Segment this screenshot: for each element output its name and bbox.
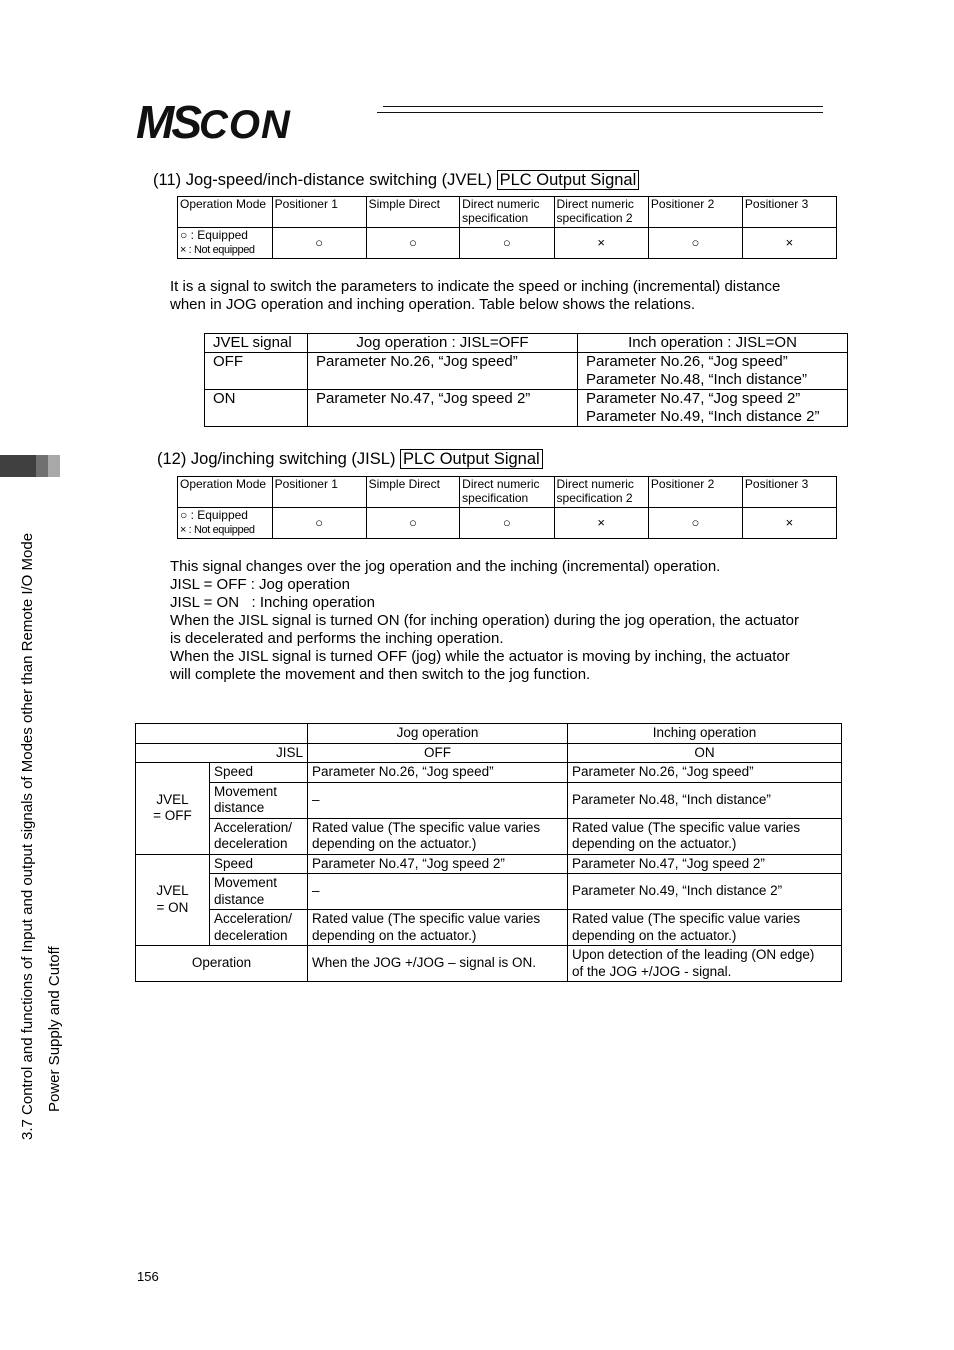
table-header-cell: Direct numeric specification bbox=[460, 197, 554, 228]
cell-line: depending on the actuator.) bbox=[312, 836, 477, 851]
jog-cell: Parameter No.47, “Jog speed 2” bbox=[308, 854, 568, 874]
paragraph-line: When the JISL signal is turned OFF (jog) while the actuator is moving by inching, the actuator bbox=[170, 648, 790, 665]
side-tab-marker-light bbox=[48, 455, 60, 477]
section-11-heading bbox=[153, 171, 639, 190]
inch-cell: Parameter No.49, “Inch distance 2” bbox=[568, 874, 842, 910]
cell-line: Rated value (The specific value varies bbox=[572, 819, 801, 835]
legend-cell bbox=[178, 508, 273, 539]
paragraph-line: will complete the movement and then switch to the jog function. bbox=[170, 666, 591, 683]
table-header-cell: Direct numeric specification bbox=[460, 477, 554, 508]
logo-con: CON bbox=[199, 103, 291, 147]
table-header-cell: Direct numeric specification 2 bbox=[554, 477, 648, 508]
paragraph-line: This signal changes over the jog operation and the inching (incremental) operation. bbox=[170, 558, 721, 575]
legend-cell bbox=[178, 228, 273, 259]
inch-parameters bbox=[578, 390, 848, 427]
item-cell bbox=[210, 910, 308, 946]
table-header-cell: JVEL signal bbox=[205, 334, 308, 353]
table-header-cell: Positioner 1 bbox=[272, 477, 366, 508]
mode-value: ○ bbox=[366, 508, 460, 539]
jog-cell: When the JOG +/JOG – signal is ON. bbox=[308, 946, 568, 982]
page-number: 156 bbox=[137, 1269, 159, 1284]
cell-line: Movement bbox=[214, 783, 278, 799]
mode-value: ○ bbox=[460, 508, 554, 539]
jisl-on: ON bbox=[568, 743, 842, 763]
inch-parameter-line: Parameter No.26, “Jog speed” bbox=[586, 353, 788, 370]
mode-value: ○ bbox=[648, 228, 742, 259]
section-12-title: (12) Jog/inching switching (JISL) bbox=[157, 450, 396, 468]
group-label-line: = OFF bbox=[153, 808, 192, 824]
mode-value: × bbox=[742, 228, 836, 259]
jog-cell bbox=[308, 910, 568, 946]
table-row bbox=[205, 390, 848, 427]
cell-line: deceleration bbox=[214, 836, 288, 851]
legend-not-equipped: × : Not equipped bbox=[180, 244, 255, 256]
section-12-mode-table bbox=[177, 476, 837, 539]
cell-line: Rated value (The specific value varies bbox=[572, 911, 801, 926]
header-rule-top bbox=[383, 106, 823, 107]
item-cell: Speed bbox=[210, 763, 308, 783]
jvel-group-label bbox=[136, 854, 210, 946]
cell-line: distance bbox=[214, 800, 265, 815]
operation-label: Operation bbox=[136, 946, 308, 982]
item-cell bbox=[210, 874, 308, 910]
group-label-line: = ON bbox=[156, 899, 189, 915]
jog-parameter: Parameter No.47, “Jog speed 2” bbox=[308, 390, 578, 427]
jog-cell: – bbox=[308, 782, 568, 818]
side-tab-marker-dark bbox=[0, 455, 36, 477]
table-row bbox=[178, 508, 837, 539]
inch-cell bbox=[568, 910, 842, 946]
inch-cell bbox=[568, 946, 842, 982]
table-header-row bbox=[178, 197, 837, 228]
jvel-signal: OFF bbox=[205, 353, 308, 390]
inch-cell: Parameter No.47, “Jog speed 2” bbox=[568, 854, 842, 874]
jvel-signal: ON bbox=[205, 390, 308, 427]
cell-line: Movement bbox=[214, 875, 278, 890]
table-header-row bbox=[178, 477, 837, 508]
table-header-cell: Operation Mode bbox=[178, 477, 273, 508]
item-cell: Speed bbox=[210, 854, 308, 874]
paragraph-line: When the JISL signal is turned ON (for inching operation) during the jog operation, the actuator bbox=[170, 612, 799, 629]
section-12-description bbox=[170, 558, 799, 684]
section-12-heading bbox=[157, 450, 543, 469]
cell-line: of the JOG +/JOG - signal. bbox=[572, 963, 732, 979]
paragraph-line: JISL = OFF : Jog operation bbox=[170, 576, 350, 593]
jvel-table bbox=[204, 333, 848, 427]
table-header-row bbox=[136, 724, 842, 744]
mode-value: ○ bbox=[460, 228, 554, 259]
item-cell bbox=[210, 818, 308, 854]
table-row bbox=[136, 743, 842, 763]
cell-line: Acceleration/ bbox=[214, 819, 293, 835]
table-row bbox=[136, 874, 842, 910]
jog-cell: Parameter No.26, “Jog speed” bbox=[308, 763, 568, 783]
relation-table bbox=[135, 723, 842, 982]
table-header-cell: Operation Mode bbox=[178, 197, 273, 228]
table-header-cell: Jog operation : JISL=OFF bbox=[308, 334, 578, 353]
section-12-badge: PLC Output Signal bbox=[400, 449, 543, 469]
section-11-title: (11) Jog-speed/inch-distance switching (JVEL) bbox=[153, 171, 493, 189]
mode-value: ○ bbox=[272, 228, 366, 259]
cell-line: Upon detection of the leading (ON edge) bbox=[572, 947, 815, 962]
cell-line: Rated value (The specific value varies bbox=[312, 911, 541, 926]
legend-equipped: ○ : Equipped bbox=[180, 228, 248, 242]
table-header-cell: Positioner 1 bbox=[272, 197, 366, 228]
logo-ms: MS bbox=[136, 96, 199, 148]
table-header-cell: Inching operation bbox=[568, 724, 842, 744]
table-row bbox=[136, 854, 842, 874]
paragraph-line: JISL = ON : Inching operation bbox=[170, 594, 375, 611]
mode-value: × bbox=[742, 508, 836, 539]
paragraph-line: is decelerated and performs the inching operation. bbox=[170, 630, 504, 647]
legend-not-equipped: × : Not equipped bbox=[180, 524, 255, 536]
jog-cell: – bbox=[308, 874, 568, 910]
group-label-line: JVEL bbox=[156, 883, 189, 899]
inch-cell bbox=[568, 818, 842, 854]
jvel-group-label bbox=[136, 763, 210, 855]
table-row bbox=[136, 946, 842, 982]
side-tab-marker-mid bbox=[36, 455, 48, 477]
table-header-cell bbox=[136, 724, 308, 744]
cell-line: depending on the actuator.) bbox=[312, 927, 477, 943]
section-11-description bbox=[170, 278, 780, 314]
legend-equipped: ○ : Equipped bbox=[180, 508, 248, 522]
table-header-cell: Simple Direct bbox=[366, 197, 460, 228]
table-row bbox=[178, 228, 837, 259]
item-cell bbox=[210, 782, 308, 818]
group-label-line: JVEL bbox=[156, 791, 189, 807]
jog-cell bbox=[308, 818, 568, 854]
inch-parameters bbox=[578, 353, 848, 390]
cell-line: depending on the actuator.) bbox=[572, 927, 737, 943]
mode-value: ○ bbox=[648, 508, 742, 539]
cell-line: deceleration bbox=[214, 927, 288, 943]
jog-parameter: Parameter No.26, “Jog speed” bbox=[308, 353, 578, 390]
table-row bbox=[136, 910, 842, 946]
table-header-cell: Simple Direct bbox=[366, 477, 460, 508]
mode-value: ○ bbox=[366, 228, 460, 259]
header-rule-bottom bbox=[377, 112, 823, 113]
table-header-cell: Positioner 3 bbox=[742, 197, 836, 228]
jisl-label: JISL bbox=[136, 743, 308, 763]
cell-line: distance bbox=[214, 891, 265, 907]
table-header-cell: Direct numeric specification 2 bbox=[554, 197, 648, 228]
mode-value: ○ bbox=[272, 508, 366, 539]
cell-line: depending on the actuator.) bbox=[572, 836, 737, 851]
side-section-title: Power Supply and Cutoff bbox=[46, 946, 63, 1112]
table-row bbox=[136, 782, 842, 818]
paragraph-line: when in JOG operation and inching operation. Table below shows the relations. bbox=[170, 296, 696, 313]
inch-parameter-line: Parameter No.47, “Jog speed 2” bbox=[586, 390, 801, 407]
inch-cell: Parameter No.48, “Inch distance” bbox=[568, 782, 842, 818]
table-header-cell: Positioner 3 bbox=[742, 477, 836, 508]
section-11-mode-table bbox=[177, 196, 837, 259]
table-header-cell: Positioner 2 bbox=[648, 477, 742, 508]
inch-parameter-line: Parameter No.48, “Inch distance” bbox=[586, 371, 807, 388]
table-header-cell: Jog operation bbox=[308, 724, 568, 744]
table-row bbox=[136, 818, 842, 854]
side-chapter-title: 3.7 Control and functions of Input and output signals of Modes other than Remote I/O Mode bbox=[19, 532, 36, 1140]
jisl-off: OFF bbox=[308, 743, 568, 763]
cell-line: Rated value (The specific value varies bbox=[312, 819, 541, 835]
cell-line: Acceleration/ bbox=[214, 911, 293, 926]
table-row bbox=[136, 763, 842, 783]
mode-value: × bbox=[554, 228, 648, 259]
paragraph-line: It is a signal to switch the parameters to indicate the speed or inching (incremental) distance bbox=[170, 278, 781, 295]
table-header-cell: Positioner 2 bbox=[648, 197, 742, 228]
mscon-logo bbox=[136, 95, 291, 149]
table-row bbox=[205, 353, 848, 390]
inch-cell: Parameter No.26, “Jog speed” bbox=[568, 763, 842, 783]
table-header-row bbox=[205, 334, 848, 353]
mode-value: × bbox=[554, 508, 648, 539]
section-11-badge: PLC Output Signal bbox=[497, 170, 640, 190]
table-header-cell: Inch operation : JISL=ON bbox=[578, 334, 848, 353]
inch-parameter-line: Parameter No.49, “Inch distance 2” bbox=[586, 408, 820, 425]
